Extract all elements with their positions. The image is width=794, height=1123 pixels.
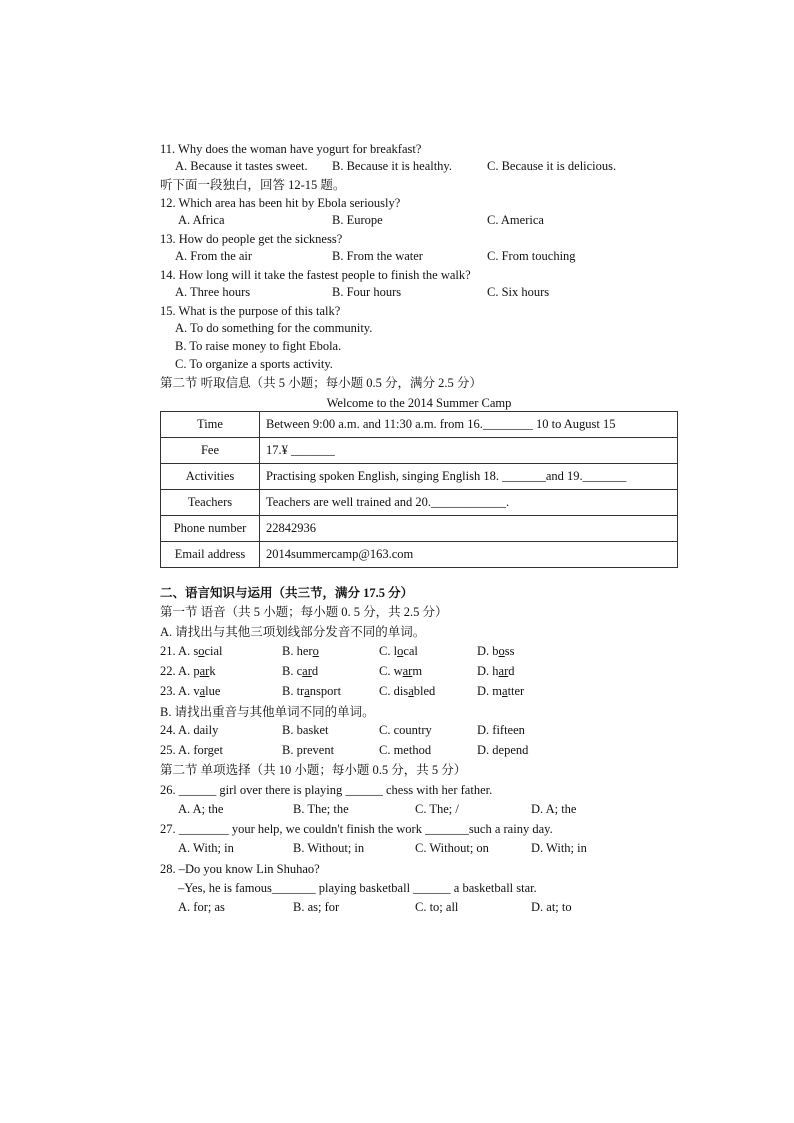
q21-b-underlined: o — [312, 644, 319, 658]
q25-option-c: C. method — [379, 743, 432, 757]
q15-stem: 15. What is the purpose of this talk? — [160, 304, 341, 318]
table-key: Email address — [161, 542, 260, 568]
q23-option-c — [379, 684, 435, 699]
q24-option-c: C. country — [379, 723, 432, 737]
table-key: Phone number — [161, 516, 260, 542]
q28-stem: 28. –Do you know Lin Shuhao? — [160, 862, 320, 876]
q26-option-d: D. A; the — [531, 802, 577, 816]
q21-a-post: cial — [204, 644, 223, 658]
q23-c-underlined: a — [408, 684, 414, 698]
q22-b-underlined: ar — [302, 664, 312, 678]
q21-d-post: ss — [504, 644, 515, 658]
table-row — [161, 438, 678, 464]
q27-stem: 27. ________ your help, we couldn't finish the work _______such a rainy day. — [160, 822, 553, 836]
q23-b-underlined: a — [304, 684, 310, 698]
q23-b-pre: B. tr — [282, 684, 305, 698]
multiple-choice-heading: 第二节 单项选择（共 10 小题；每小题 0.5 分，共 5 分） — [160, 763, 467, 777]
q28-option-c: C. to; all — [415, 900, 459, 914]
q11-option-a: A. Because it tastes sweet. — [175, 159, 308, 173]
q21-c-pre: C. l — [379, 644, 398, 658]
q21-option-c — [379, 644, 418, 659]
q26-option-b: B. The; the — [293, 802, 349, 816]
q21-d-pre: D. b — [477, 644, 499, 658]
q28-reply: –Yes, he is famous_______ playing basketball ______ a basketball star. — [178, 881, 537, 895]
q23-c-post: bled — [413, 684, 436, 698]
q22-c-post: m — [412, 664, 423, 678]
q23-a-pre: v — [193, 684, 200, 698]
q13-option-a: A. From the air — [175, 249, 253, 263]
q12-option-b: B. Europe — [332, 213, 383, 227]
q21-option-d — [477, 644, 515, 659]
q26-option-a: A. A; the — [178, 802, 224, 816]
q27-option-b: B. Without; in — [293, 841, 365, 855]
q11-option-c: C. Because it is delicious. — [487, 159, 617, 173]
q22-option-a — [160, 664, 216, 679]
q27-option-c: C. Without; on — [415, 841, 489, 855]
part2-heading: 二、语言知识与运用（共三节，满分 17.5 分） — [160, 586, 414, 600]
q23-b-post: nsport — [309, 684, 342, 698]
q22-option-d — [477, 664, 515, 679]
q13-stem: 13. How do people get the sickness? — [160, 232, 343, 246]
q23-number: 23. A. — [160, 684, 194, 698]
q24-option-b: B. basket — [282, 723, 329, 737]
q21-a-underlined: o — [198, 644, 205, 658]
q15-option-a: A. To do something for the community. — [175, 321, 373, 335]
table-value: Between 9:00 a.m. and 11:30 a.m. from 16.________ 10 to August 15 — [260, 412, 678, 438]
q22-b-post: d — [311, 664, 319, 678]
q23-d-pre: D. m — [477, 684, 502, 698]
q21-c-post: cal — [403, 644, 418, 658]
q23-option-b — [282, 684, 341, 699]
q23-c-pre: C. dis — [379, 684, 409, 698]
q28-option-d: D. at; to — [531, 900, 572, 914]
q21-option-a — [160, 644, 223, 659]
q22-option-b — [282, 664, 318, 679]
q23-option-d — [477, 684, 524, 699]
q24-option-d: D. fifteen — [477, 723, 525, 737]
q22-a-pre: p — [193, 664, 200, 678]
phonetics-a-instructions: A. 请找出与其他三项划线部分发音不同的单词。 — [160, 625, 426, 639]
q27-option-d: D. With; in — [531, 841, 587, 855]
q23-a-post: lue — [205, 684, 221, 698]
q15-option-b: B. To raise money to fight Ebola. — [175, 339, 342, 353]
summer-camp-table — [160, 411, 678, 568]
q22-c-pre: C. w — [379, 664, 403, 678]
q14-option-c: C. Six hours — [487, 285, 550, 299]
q25-option-a: 25. A. forget — [160, 743, 223, 757]
table-row — [161, 412, 678, 438]
phonetics-heading: 第一节 语音（共 5 小题；每小题 0. 5 分，共 2.5 分） — [160, 605, 448, 619]
table-key: Fee — [161, 438, 260, 464]
table-key: Teachers — [161, 490, 260, 516]
table-value: 2014summercamp@163.com — [260, 542, 678, 568]
q21-option-b — [282, 644, 319, 659]
table-key: Activities — [161, 464, 260, 490]
q23-a-underlined: a — [199, 684, 206, 698]
q22-c-underlined: ar — [402, 664, 413, 678]
table-value: Practising spoken English, singing English 18. _______and 19._______ — [260, 464, 678, 490]
q22-d-underlined: ar — [498, 664, 509, 678]
q21-d-underlined: o — [498, 644, 505, 658]
q21-c-underlined: o — [397, 644, 404, 658]
q26-stem: 26. ______ girl over there is playing ______ chess with her father. — [160, 783, 493, 797]
q22-b-pre: B. c — [282, 664, 303, 678]
q11-stem: 11. Why does the woman have yogurt for breakfast? — [160, 142, 422, 156]
table-row — [161, 542, 678, 568]
table-row — [161, 464, 678, 490]
q13-option-b: B. From the water — [332, 249, 423, 263]
q14-stem: 14. How long will it take the fastest people to finish the walk? — [160, 268, 471, 282]
q22-a-underlined: ar — [199, 664, 210, 678]
q12-stem: 12. Which area has been hit by Ebola seriously? — [160, 196, 401, 210]
q13-option-c: C. From touching — [487, 249, 576, 263]
q14-option-a: A. Three hours — [175, 285, 251, 299]
table-row — [161, 490, 678, 516]
q12-option-a: A. Africa — [178, 213, 225, 227]
q21-a-pre: s — [193, 644, 199, 658]
q23-d-post: tter — [507, 684, 525, 698]
q22-d-pre: D. h — [477, 664, 499, 678]
q22-option-c — [379, 664, 422, 679]
q25-option-d: D. depend — [477, 743, 529, 757]
table-value: 22842936 — [260, 516, 678, 542]
q25-option-b: B. prevent — [282, 743, 335, 757]
q26-option-c: C. The; / — [415, 802, 459, 816]
q15-option-c: C. To organize a sports activity. — [175, 357, 333, 371]
monologue-intro: 听下面一段独白，回答 12-15 题。 — [160, 178, 346, 192]
q21-b-pre: B. her — [282, 644, 313, 658]
q28-option-a: A. for; as — [178, 900, 225, 914]
section2-heading: 第二节 听取信息（共 5 小题；每小题 0.5 分，满分 2.5 分） — [160, 376, 482, 390]
q28-option-b: B. as; for — [293, 900, 340, 914]
table-value: Teachers are well trained and 20.____________. — [260, 490, 678, 516]
q11-option-b: B. Because it is healthy. — [332, 159, 452, 173]
q23-d-underlined: a — [502, 684, 508, 698]
table-row — [161, 516, 678, 542]
q24-option-a: 24. A. daily — [160, 723, 219, 737]
q22-number: 22. A. — [160, 664, 194, 678]
q22-a-post: k — [209, 664, 216, 678]
q21-number: 21. A. — [160, 644, 194, 658]
table-caption: Welcome to the 2014 Summer Camp — [326, 396, 512, 410]
table-value: 17.¥ _______ — [260, 438, 678, 464]
q14-option-b: B. Four hours — [332, 285, 402, 299]
table-key: Time — [161, 412, 260, 438]
q27-option-a: A. With; in — [178, 841, 234, 855]
phonetics-b-instructions: B. 请找出重音与其他单词不同的单词。 — [160, 705, 375, 719]
q22-d-post: d — [508, 664, 515, 678]
q12-option-c: C. America — [487, 213, 544, 227]
q23-option-a — [160, 684, 220, 699]
